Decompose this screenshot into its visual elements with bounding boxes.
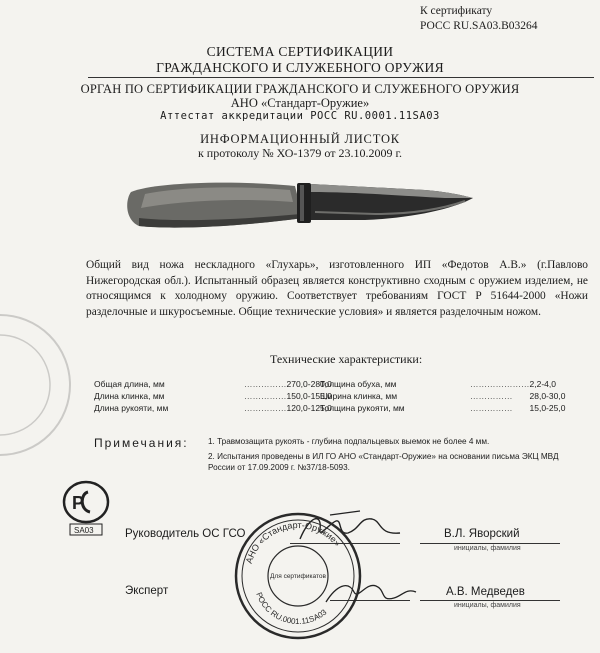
- spec-dots: ……………: [470, 403, 513, 413]
- expert-name-caption: инициалы, фамилия: [454, 602, 521, 609]
- spec-dots: …………………: [470, 379, 530, 389]
- knife-photo: [125, 170, 475, 245]
- spec-value: 2,2-4,0: [529, 379, 556, 389]
- specs-title: Технические характеристики:: [270, 352, 423, 366]
- spec-row: [94, 390, 332, 402]
- spec-row: [320, 390, 565, 402]
- spec-dots: ……………: [244, 391, 287, 401]
- notes-list: [208, 436, 578, 477]
- head-name: В.Л. Яворский: [444, 528, 520, 540]
- expert-role: Эксперт: [125, 585, 169, 597]
- spec-dots: ……………: [470, 391, 513, 401]
- spec-value: 150,0-155,0: [286, 391, 332, 401]
- protocol-reference: к протоколу № ХО-1379 от 23.10.2009 г.: [197, 146, 403, 160]
- head-role: Руководитель ОС ГСО: [125, 528, 246, 540]
- spec-label: Общая длина, мм: [94, 379, 165, 389]
- expert-name: А.В. Медведев: [446, 586, 525, 598]
- svg-text:P: P: [72, 493, 85, 513]
- head-name-line: [420, 543, 560, 544]
- reference-line-2: РОСС RU.SA03.B03264: [420, 20, 538, 32]
- spec-label: Толщина рукояти, мм: [320, 403, 405, 413]
- specs-table-right: [320, 378, 565, 414]
- spec-row: [94, 402, 332, 414]
- spec-row: [94, 378, 332, 390]
- reference-line-1: К сертификату: [420, 5, 493, 17]
- system-title-line-1: СИСТЕМА СЕРТИФИКАЦИИ: [206, 44, 394, 59]
- header-divider: [88, 77, 594, 78]
- note-item: 2. Испытания проведены в ИЛ ГО АНО «Стандарт-Оружие» на основании письма ЭКЦ МВД России от 17.09.2009 г. №37/18-5093.: [208, 452, 559, 472]
- document-title: ИНФОРМАЦИОННЫЙ ЛИСТОК: [200, 132, 400, 146]
- spec-value: 28,0-30,0: [529, 391, 566, 401]
- spec-label: Ширина клинка, мм: [320, 391, 398, 401]
- notes-label: Примечания:: [94, 436, 189, 450]
- official-seal: [232, 510, 364, 642]
- knife-description: Общий вид ножа нескладного «Глухарь», изготовленного ИП «Федотов А.В.» (г.Павлово Нижегородская обл.). Испытанный образец является конструктивно сходным с оружием изделием, не относящимся к холодному оружию. Соответствует требованиям ГОСТ Р 51644-2000 «Ножи разделочные и шкуросъемные. Общие технические условия» и является разделочным ножом.: [86, 259, 588, 318]
- spec-value: 270,0-280,0: [286, 379, 332, 389]
- logo-label: SA03: [74, 526, 94, 535]
- spec-dots: ……………: [244, 403, 287, 413]
- certification-body-line-1: ОРГАН ПО СЕРТИФИКАЦИИ ГРАЖДАНСКОГО И СЛУЖЕБНОГО ОРУЖИЯ: [80, 82, 520, 96]
- note-item: 1. Травмозащита рукоять - глубина подпальцевых выемок не более 4 мм.: [208, 437, 490, 446]
- certification-body-line-2: АНО «Стандарт-Оружие»: [230, 96, 370, 110]
- seal-center-text: Для сертификатов: [270, 573, 326, 580]
- system-title-line-2: ГРАЖДАНСКОГО И СЛУЖЕБНОГО ОРУЖИЯ: [156, 60, 444, 75]
- certificate-reference: [420, 4, 538, 34]
- spec-label: Длина клинка, мм: [94, 391, 165, 401]
- spec-row: [320, 402, 565, 414]
- spec-value: 120,0-125,0: [286, 403, 332, 413]
- certification-logo: [60, 478, 112, 538]
- spec-label: Длина рукояти, мм: [94, 403, 169, 413]
- svg-text:РОСС RU.0001.11SA03: [254, 591, 329, 626]
- head-name-caption: инициалы, фамилия: [454, 545, 521, 552]
- spec-value: 15,0-25,0: [529, 403, 566, 413]
- faint-margin-stamp: [0, 300, 80, 470]
- accreditation-line: Аттестат аккредитации РОСС RU.0001.11SA03: [160, 110, 440, 122]
- specs-table-left: [94, 378, 332, 414]
- seal-bottom-text: РОСС RU.0001.11SA03: [254, 591, 329, 627]
- spec-dots: ……………: [244, 379, 287, 389]
- seal-top-text: АНО «Стандарт-Оружие»: [243, 519, 343, 565]
- spec-label: Толщина обуха, мм: [320, 379, 397, 389]
- spec-row: [320, 378, 565, 390]
- expert-name-line: [420, 600, 560, 601]
